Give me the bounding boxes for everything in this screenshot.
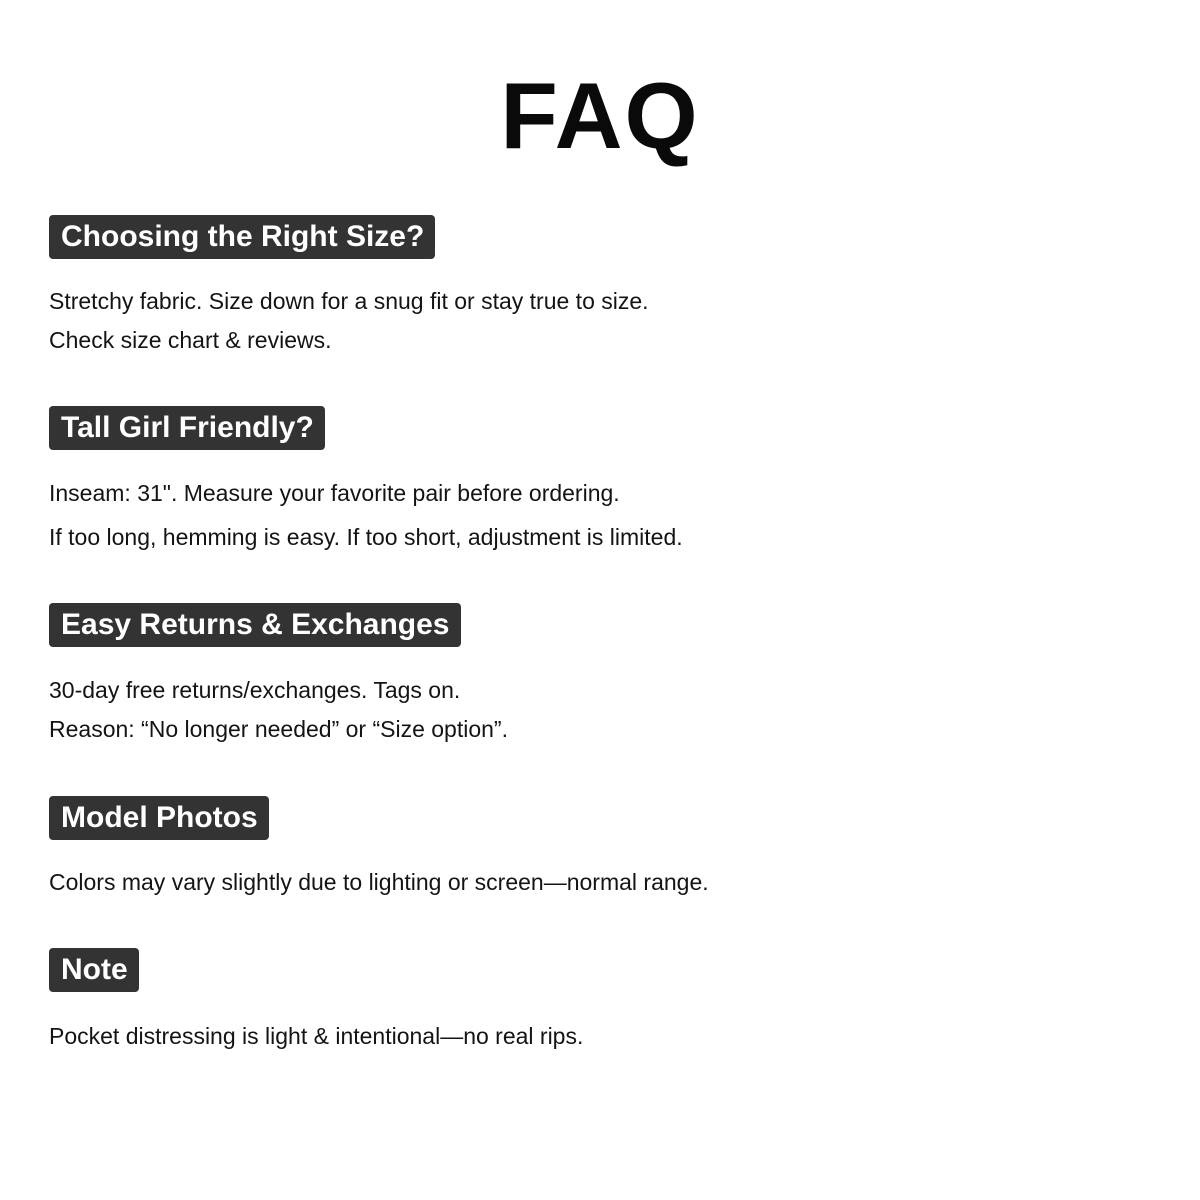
section-text-line: Inseam: 31". Measure your favorite pair before ordering. <box>49 480 620 506</box>
section-heading: Choosing the Right Size? <box>49 215 435 259</box>
faq-section-note <box>49 948 584 1049</box>
section-text-line: Colors may vary slightly due to lighting or screen—normal range. <box>49 869 709 895</box>
faq-section-returns <box>49 603 508 742</box>
faq-section-tall <box>49 406 683 550</box>
section-heading: Note <box>49 948 139 992</box>
section-text-line: Stretchy fabric. Size down for a snug fit or stay true to size. <box>49 288 649 314</box>
section-heading: Model Photos <box>49 796 269 840</box>
page-title: FAQ <box>500 63 700 168</box>
section-text-line: Pocket distressing is light & intentional—no real rips. <box>49 1023 584 1049</box>
faq-section-photos <box>49 796 709 895</box>
section-text-line: If too long, hemming is easy. If too short, adjustment is limited. <box>49 524 683 550</box>
section-heading: Tall Girl Friendly? <box>49 406 325 450</box>
section-text-line: Check size chart & reviews. <box>49 327 332 353</box>
section-text-line: 30-day free returns/exchanges. Tags on. <box>49 677 461 703</box>
section-heading: Easy Returns & Exchanges <box>49 603 461 647</box>
faq-section-size <box>49 215 649 353</box>
section-text-line: Reason: “No longer needed” or “Size option”. <box>49 716 508 742</box>
